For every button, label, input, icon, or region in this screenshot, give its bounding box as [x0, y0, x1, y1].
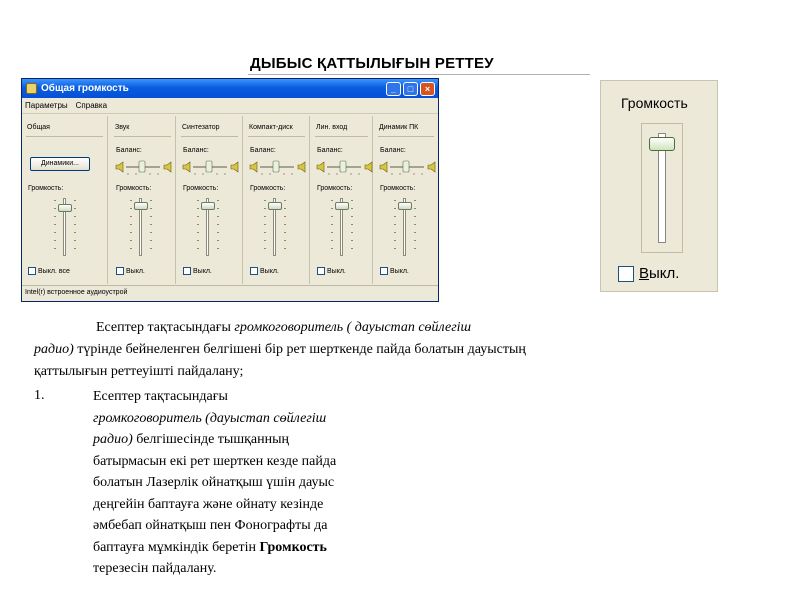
balance-label: Баланс: [250, 147, 276, 154]
status-bar: Intel(r) встроенное аудиоустрой [22, 285, 438, 301]
mute-checkbox[interactable]: Выкл. [317, 267, 346, 275]
volume-slider-thumb[interactable] [649, 137, 675, 151]
balance-label: Баланс: [116, 147, 142, 154]
balance-label: Баланс: [317, 147, 343, 154]
balance-slider[interactable] [114, 158, 172, 176]
balance-slider[interactable] [181, 158, 239, 176]
title-underline [248, 74, 590, 75]
checkbox-box[interactable] [250, 267, 258, 275]
paragraph-line-2: радио) түрінде бейнеленген белгішені бір рет шерткенде пайда болатын дауыстың [34, 342, 526, 357]
mute-checkbox[interactable]: Выкл. [380, 267, 409, 275]
channel-name: Лин. вход [316, 124, 348, 131]
balance-slider[interactable] [378, 158, 436, 176]
page-title: ДЫБЫС ҚАТТЫЛЫҒЫН РЕТТЕУ [250, 55, 494, 72]
volume-mixer-window [21, 78, 439, 302]
channel-line-in [311, 116, 373, 284]
volume-control-panel [600, 80, 718, 292]
balance-label: Баланс: [380, 147, 406, 154]
paragraph-line-3: қаттылығын реттеуішті пайдалану; [34, 364, 244, 379]
window-titlebar [22, 79, 438, 98]
mute-all-checkbox[interactable]: Выкл. все [28, 267, 70, 275]
volume-panel-title: Громкость [621, 95, 688, 111]
minimize-icon[interactable]: _ [386, 82, 401, 96]
menu-bar [22, 98, 438, 114]
volume-slider-thumb[interactable] [134, 202, 148, 210]
volume-slider-thumb[interactable] [398, 202, 412, 210]
channel-synthesizer [177, 116, 243, 284]
mute-checkbox[interactable]: Выкл. [183, 267, 212, 275]
speakers-button[interactable]: Динамики... [30, 157, 90, 171]
channel-name: Общая [27, 124, 50, 131]
volume-label: Громкость: [28, 185, 64, 192]
balance-slider[interactable] [315, 158, 373, 176]
channel-sound [110, 116, 176, 284]
paragraph-line-1: Есептер тақтасындағы громкоговоритель ( дауыстап сөйлегіш [96, 320, 472, 335]
mute-label: Выкл. [639, 265, 680, 282]
channel-cd [244, 116, 310, 284]
menu-item-help[interactable]: Справка [75, 101, 108, 110]
mixer-channels [22, 116, 438, 284]
speaker-icon [26, 83, 37, 94]
volume-label: Громкость: [380, 185, 416, 192]
window-title: Общая громкость [41, 83, 129, 94]
checkbox-box[interactable] [116, 267, 124, 275]
channel-name: Синтезатор [182, 124, 220, 131]
channel-pc-speaker [374, 116, 438, 284]
volume-slider-thumb[interactable] [268, 202, 282, 210]
channel-master [22, 116, 108, 284]
checkbox-box[interactable] [380, 267, 388, 275]
checkbox-box[interactable] [28, 267, 36, 275]
balance-slider[interactable] [248, 158, 306, 176]
checkbox-box[interactable] [317, 267, 325, 275]
volume-slider-thumb[interactable] [335, 202, 349, 210]
mute-checkbox[interactable]: Выкл. [250, 267, 279, 275]
list-number: 1. [34, 388, 45, 403]
checkbox-box[interactable] [618, 266, 634, 282]
menu-item-parameters[interactable]: Параметры [25, 101, 68, 110]
list-item-text: Есептер тақтасындағы громкоговоритель (дауыстап сөйлегіш радио) белгішесінде тышқанның батырмасын екі рет шерткен кезде пайда болатын Лазерлік ойнатқыш үшін дауыс деңгейін баптауға және ойнату кезінде әмбебап ойнатқыш пен Фонографты да баптауға мұмкіндік беретін Громкость терезесін пайдалану. [93, 389, 337, 576]
volume-label: Громкость: [317, 185, 353, 192]
volume-label: Громкость: [250, 185, 286, 192]
volume-slider-thumb[interactable] [201, 202, 215, 210]
mute-checkbox[interactable]: Выкл. [116, 267, 145, 275]
channel-name: Динамик ПК [379, 124, 419, 131]
volume-label: Громкость: [116, 185, 152, 192]
close-icon[interactable]: × [420, 82, 435, 96]
channel-name: Звук [115, 124, 130, 131]
balance-label: Баланс: [183, 147, 209, 154]
mute-checkbox[interactable] [618, 265, 679, 282]
volume-slider-thumb[interactable] [58, 204, 72, 212]
volume-label: Громкость: [183, 185, 219, 192]
maximize-icon[interactable]: □ [403, 82, 418, 96]
channel-name: Компакт-диск [249, 124, 293, 131]
checkbox-box[interactable] [183, 267, 191, 275]
